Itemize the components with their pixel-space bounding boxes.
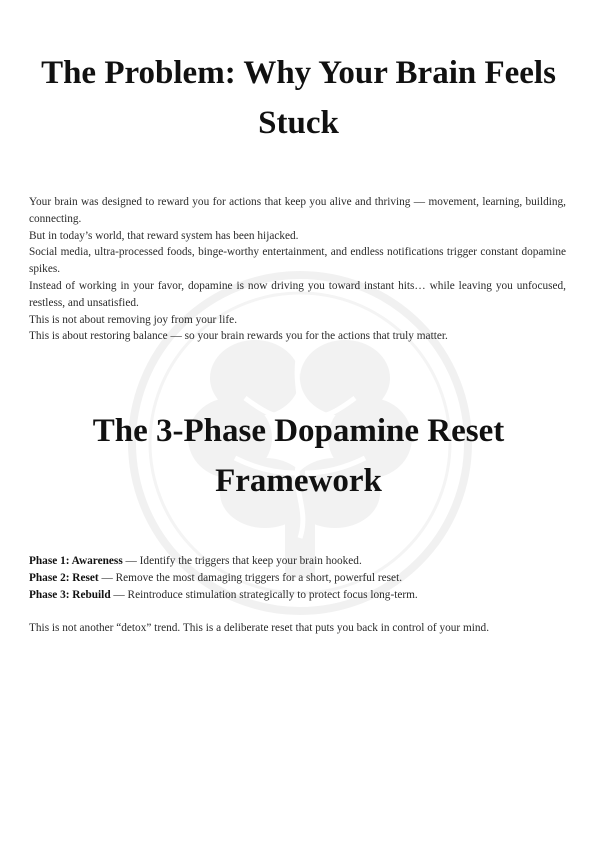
phase-label: Phase 2: Reset [29,572,99,584]
phase-list [29,553,566,604]
phase-label: Phase 1: Awareness [29,555,123,567]
closing-paragraph: This is not another “detox” trend. This is a deliberate reset that puts you back in control of your mind. [29,622,490,634]
phase-item [29,570,566,587]
phase-text: — Reintroduce stimulation strategically to protect focus long-term. [110,589,418,601]
phase-text: — Remove the most damaging triggers for a short, powerful reset. [98,572,403,584]
paragraph: But in today’s world, that reward system has been hijacked. [29,229,299,242]
section-title-framework: The 3-Phase Dopamine Reset Framework [92,413,505,499]
problem-body [29,194,566,345]
paragraph: Instead of working in your favor, dopamine is now driving you toward instant hits… while leaving you unfocused, restless, and unsatisfied. [29,279,566,309]
phase-label: Phase 3: Rebuild [29,589,111,601]
paragraph: Your brain was designed to reward you for actions that keep you alive and thriving — movement, learning, building, connecting. [29,196,566,225]
paragraph: This is about restoring balance — so your brain rewards you for the actions that truly matter. [29,330,448,343]
phase-item [29,553,566,570]
phase-text: — Identify the triggers that keep your brain hooked. [122,555,362,567]
paragraph: This is not about removing joy from your life. [29,313,238,326]
phase-item [29,587,566,604]
paragraph: Social media, ultra-processed foods, binge-worthy entertainment, and endless notifications trigger constant dopamine spikes. [29,246,566,276]
section-title-problem: The Problem: Why Your Brain Feels Stuck [41,55,556,141]
